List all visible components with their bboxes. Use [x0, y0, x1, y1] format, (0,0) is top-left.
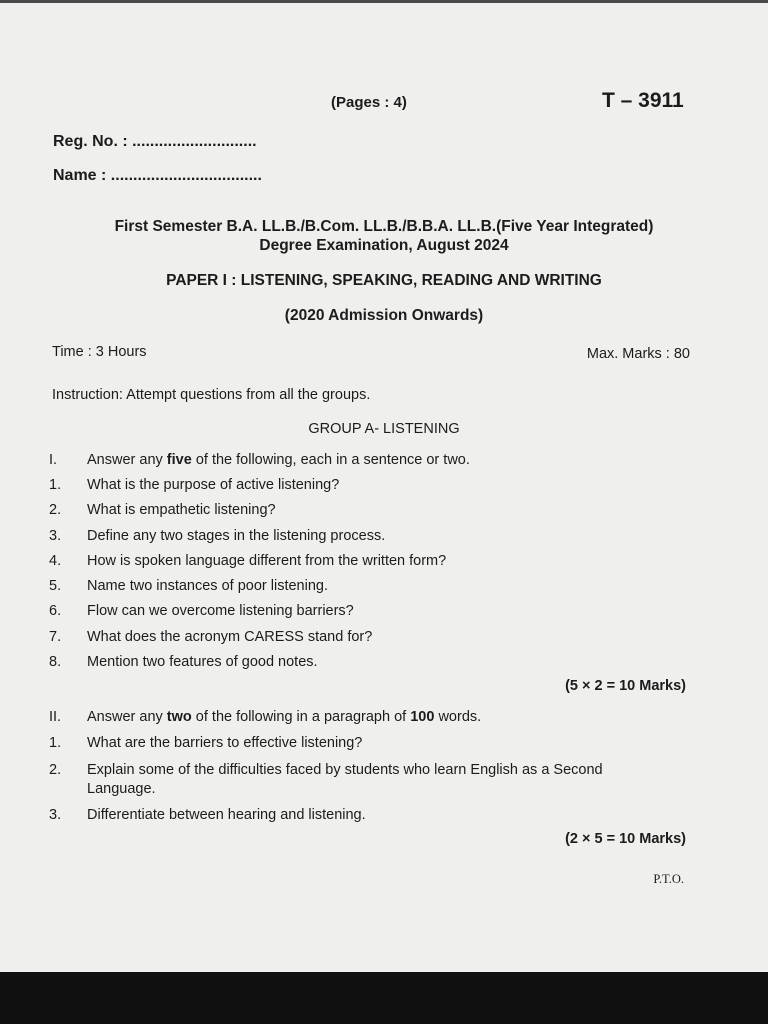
paper-code: T – 3911 [602, 89, 684, 112]
section-ii-marks: (2 × 5 = 10 Marks) [565, 831, 686, 847]
section-i-marks: (5 × 2 = 10 Marks) [565, 678, 686, 694]
exam-title-line1: First Semester B.A. LL.B./B.Com. LL.B./B.B.A. LL.B.(Five Year Integrated) [114, 218, 654, 235]
question-number: 2. [49, 502, 62, 518]
reg-no-field: Reg. No. : ............................ [53, 133, 257, 150]
question-number: 1. [49, 735, 62, 751]
question-number: 5. [49, 578, 62, 594]
question-text: Flow can we overcome listening barriers? [87, 603, 354, 619]
question-number: 2. [49, 762, 62, 778]
pto-label: P.T.O. [653, 872, 684, 886]
question-number: 7. [49, 629, 62, 645]
max-marks-label: Max. Marks : 80 [586, 346, 690, 362]
scan-top-edge [0, 0, 768, 3]
question-text: How is spoken language different from the written form? [87, 553, 447, 569]
section-i-instruction: Answer any five of the following, each in a sentence or two. [87, 452, 470, 468]
instruction-text: Instruction: Attempt questions from all the groups. [52, 387, 371, 403]
question-text: What is the purpose of active listening? [87, 477, 340, 493]
question-text: Name two instances of poor listening. [87, 578, 328, 594]
scan-bottom-band [0, 972, 768, 1024]
question-text: What are the barriers to effective listening? [87, 735, 363, 751]
question-text: Differentiate between hearing and listening. [87, 807, 366, 823]
question-text: What does the acronym CARESS stand for? [87, 629, 373, 645]
question-number: 4. [49, 553, 62, 569]
question-text-line2: Language. [87, 781, 156, 797]
time-label: Time : 3 Hours [52, 344, 147, 360]
question-text: Define any two stages in the listening process. [87, 528, 386, 544]
question-text: What is empathetic listening? [87, 502, 276, 518]
question-number: 8. [49, 654, 62, 670]
paper-title: PAPER I : LISTENING, SPEAKING, READING AND WRITING [166, 272, 602, 289]
question-text: Mention two features of good notes. [87, 654, 318, 670]
pages-count: (Pages : 4) [331, 94, 407, 111]
question-text-line1: Explain some of the difficulties faced by students who learn English as a Second [87, 762, 603, 778]
section-i-number: I. [49, 452, 58, 468]
admission-note: (2020 Admission Onwards) [284, 307, 484, 324]
question-number: 1. [49, 477, 62, 493]
section-ii-number: II. [49, 709, 62, 725]
question-number: 3. [49, 528, 62, 544]
name-field: Name : .................................. [53, 167, 262, 184]
section-ii-instruction: Answer any two of the following in a paragraph of 100 words. [87, 709, 482, 725]
question-number: 3. [49, 807, 62, 823]
group-a-heading: GROUP A- LISTENING [308, 421, 460, 437]
exam-title-line2: Degree Examination, August 2024 [259, 237, 509, 254]
question-number: 6. [49, 603, 62, 619]
